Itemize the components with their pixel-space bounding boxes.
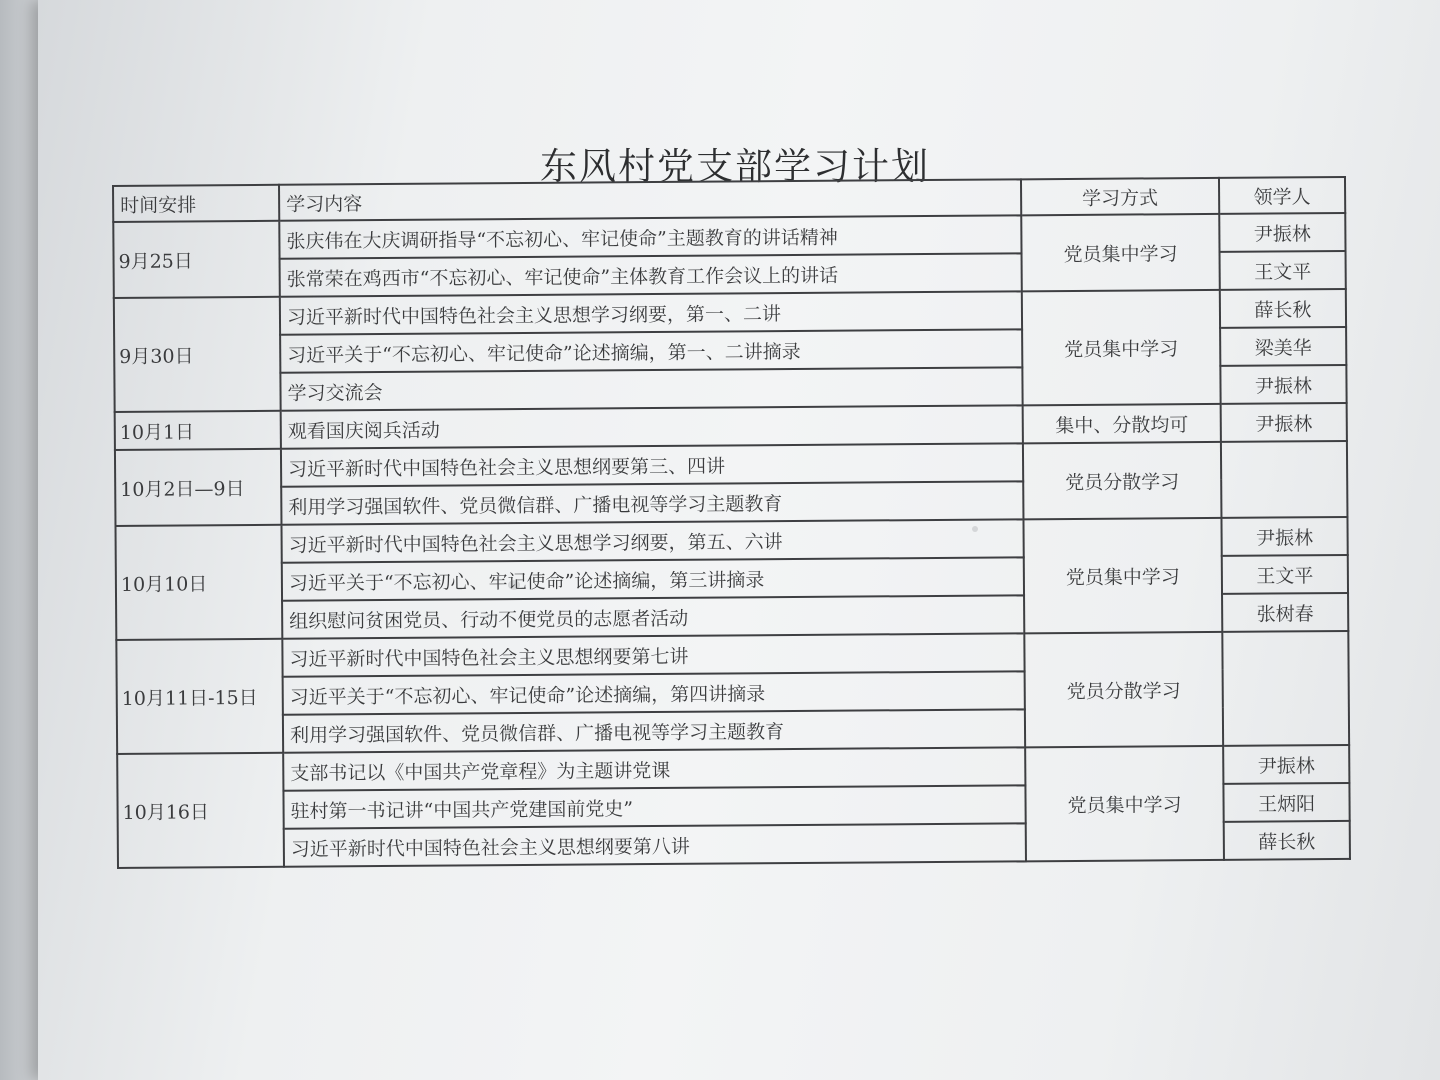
study-leader: 尹振林 <box>1220 365 1346 404</box>
study-method: 党员分散学习 <box>1024 632 1223 747</box>
study-content: 习近平新时代中国特色社会主义思想学习纲要，第一、二讲 <box>280 291 1022 334</box>
header-content: 学习内容 <box>279 179 1021 220</box>
study-content: 习近平新时代中国特色社会主义思想纲要第七讲 <box>282 633 1024 676</box>
study-method: 党员分散学习 <box>1023 442 1222 519</box>
study-content: 习近平关于“不忘初心、牢记使命”论述摘编，第三讲摘录 <box>282 557 1024 600</box>
page-title: 东风村党支部学习计划 <box>540 145 930 188</box>
study-leader-empty <box>1221 441 1348 518</box>
study-content: 张常荣在鸡西市“不忘初心、牢记使命”主体教育工作会议上的讲话 <box>280 253 1022 296</box>
study-method: 党员集中学习 <box>1021 214 1220 291</box>
study-leader: 尹振林 <box>1223 745 1349 784</box>
study-leader: 张树春 <box>1222 593 1348 632</box>
study-content: 驻村第一书记讲“中国共产党建国前党史” <box>283 785 1025 828</box>
table-row <box>116 631 1348 678</box>
study-plan-table-container <box>112 176 1351 869</box>
study-method: 集中、分散均可 <box>1023 404 1221 443</box>
study-leader: 王炳阳 <box>1223 783 1349 822</box>
schedule-date: 10月2日—9日 <box>115 449 282 526</box>
schedule-date: 10月16日 <box>117 753 284 868</box>
study-method: 党员集中学习 <box>1025 746 1224 861</box>
table-row <box>115 441 1347 488</box>
table-row <box>114 289 1346 336</box>
study-leader: 王文平 <box>1220 251 1346 290</box>
study-content: 观看国庆阅兵活动 <box>281 405 1023 448</box>
study-content: 习近平新时代中国特色社会主义思想纲要第三、四讲 <box>281 443 1023 486</box>
schedule-date: 10月11日-15日 <box>116 639 283 754</box>
study-content: 利用学习强国软件、党员微信群、广播电视等学习主题教育 <box>283 709 1025 752</box>
study-content: 习近平关于“不忘初心、牢记使命”论述摘编，第一、二讲摘录 <box>280 329 1022 372</box>
study-method: 党员集中学习 <box>1023 518 1222 633</box>
study-content: 习近平新时代中国特色社会主义思想学习纲要，第五、六讲 <box>281 519 1023 562</box>
study-leader: 尹振林 <box>1219 213 1345 252</box>
schedule-date: 10月10日 <box>115 525 282 640</box>
study-method: 党员集中学习 <box>1022 290 1221 405</box>
study-content: 习近平新时代中国特色社会主义思想纲要第八讲 <box>284 823 1026 866</box>
table-row <box>115 517 1347 564</box>
smudge-mark <box>972 526 978 532</box>
study-leader: 梁美华 <box>1220 327 1346 366</box>
header-time: 时间安排 <box>113 185 279 222</box>
desk-background <box>0 0 40 1080</box>
table-row <box>113 213 1345 260</box>
table-row <box>117 745 1349 792</box>
header-method: 学习方式 <box>1021 178 1219 215</box>
study-content: 学习交流会 <box>280 367 1022 410</box>
study-leader: 薛长秋 <box>1224 821 1350 860</box>
study-content: 利用学习强国软件、党员微信群、广播电视等学习主题教育 <box>281 481 1023 524</box>
study-content: 组织慰问贫困党员、行动不便党员的志愿者活动 <box>282 595 1024 638</box>
study-content: 支部书记以《中国共产党章程》为主题讲党课 <box>283 747 1025 790</box>
study-leader: 尹振林 <box>1221 517 1347 556</box>
study-leader: 薛长秋 <box>1220 289 1346 328</box>
study-content: 张庆伟在大庆调研指导“不忘初心、牢记使命”主题教育的讲话精神 <box>279 215 1021 258</box>
schedule-date: 9月25日 <box>113 221 280 298</box>
schedule-date: 9月30日 <box>114 297 281 412</box>
study-leader: 尹振林 <box>1221 403 1347 442</box>
schedule-date: 10月1日 <box>115 411 281 450</box>
smudge-mark <box>508 580 520 590</box>
study-leader: 王文平 <box>1222 555 1348 594</box>
study-content: 习近平关于“不忘初心、牢记使命”论述摘编，第四讲摘录 <box>283 671 1025 714</box>
header-leader: 领学人 <box>1219 177 1345 214</box>
study-plan-table <box>112 176 1351 869</box>
study-leader-empty <box>1222 631 1349 746</box>
